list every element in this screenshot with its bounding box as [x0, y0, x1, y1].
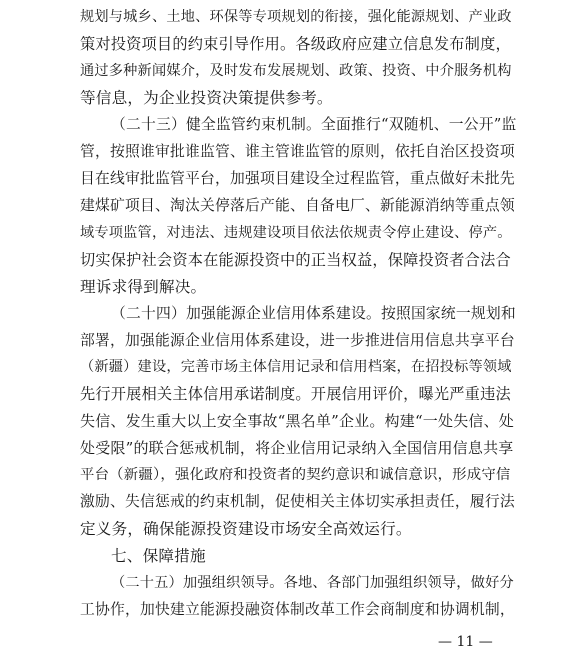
page-number: — 11 —	[438, 634, 493, 650]
text-line: 先行开展相关主体信用承诺制度。开展信用评价，曝光严重违法	[80, 385, 511, 404]
text-line: 工协作，加快建立能源投融资体制改革工作会商制度和协调机制，	[80, 601, 515, 618]
text-line: （二十五）加强组织领导。各地、各部门加强组织领导，做好分	[111, 575, 514, 592]
text-line: 平台（新疆），强化政府和投资者的契约意识和诚信意识，形成守信	[80, 467, 511, 484]
section-heading: 七、保障措施	[111, 547, 206, 566]
text-line: 建煤矿项目、淘汰关停落后产能、自备电厂、新能源消纳等重点领	[80, 196, 515, 214]
text-line: （二十三）健全监管约束机制。全面推行“双随机、一公开”监	[111, 115, 516, 133]
text-line: 理诉求得到解决。	[80, 277, 207, 296]
text-line: （二十四）加强能源企业信用体系建设。按照国家统一规划和	[111, 304, 516, 322]
text-line: 域专项监管，对违法、违规建设项目依法依规责令停止建设、停产。	[80, 224, 512, 241]
text-line: 通过多种新闻媒介，及时发布发展规划、政策、投资、中介服务机构	[80, 62, 512, 79]
text-line: 切实保护社会资本在能源投资中的正当权益，保障投资者合法合	[80, 250, 511, 269]
text-line: 定义务，确保能源投资建设市场安全高效运行。	[80, 520, 412, 539]
text-line: 失信、发生重大以上安全事故“黑名单”企业。构建“一处失信、处	[80, 412, 515, 431]
text-line: 管，按照谁审批谁监管、谁主管谁监管的原则，依托自治区投资项	[80, 142, 515, 160]
text-line: 目在线审批监管平台，加强项目建设全过程监管，重点做好未批先	[80, 169, 515, 187]
text-line: 部署，加强能源企业信用体系建设，进一步推进信用信息共享平台	[80, 331, 515, 349]
text-line: 处受限”的联合惩戒机制，将企业信用记录纳入全国信用信息共享	[80, 439, 514, 458]
text-line: （新疆）建设，完善市场主体信用记录和信用档案，在招投标等领域	[80, 359, 512, 376]
text-line: 规划与城乡、土地、环保等专项规划的衔接，强化能源规划、产业政	[80, 9, 512, 25]
text-line: 激励、失信惩戒的约束机制，促使相关主体切实承担责任，履行法	[80, 493, 515, 511]
text-line: 策对投资项目的约束引导作用。各级政府应建立信息发布制度，	[80, 35, 511, 53]
text-line: 等信息，为企业投资决策提供参考。	[80, 88, 333, 107]
